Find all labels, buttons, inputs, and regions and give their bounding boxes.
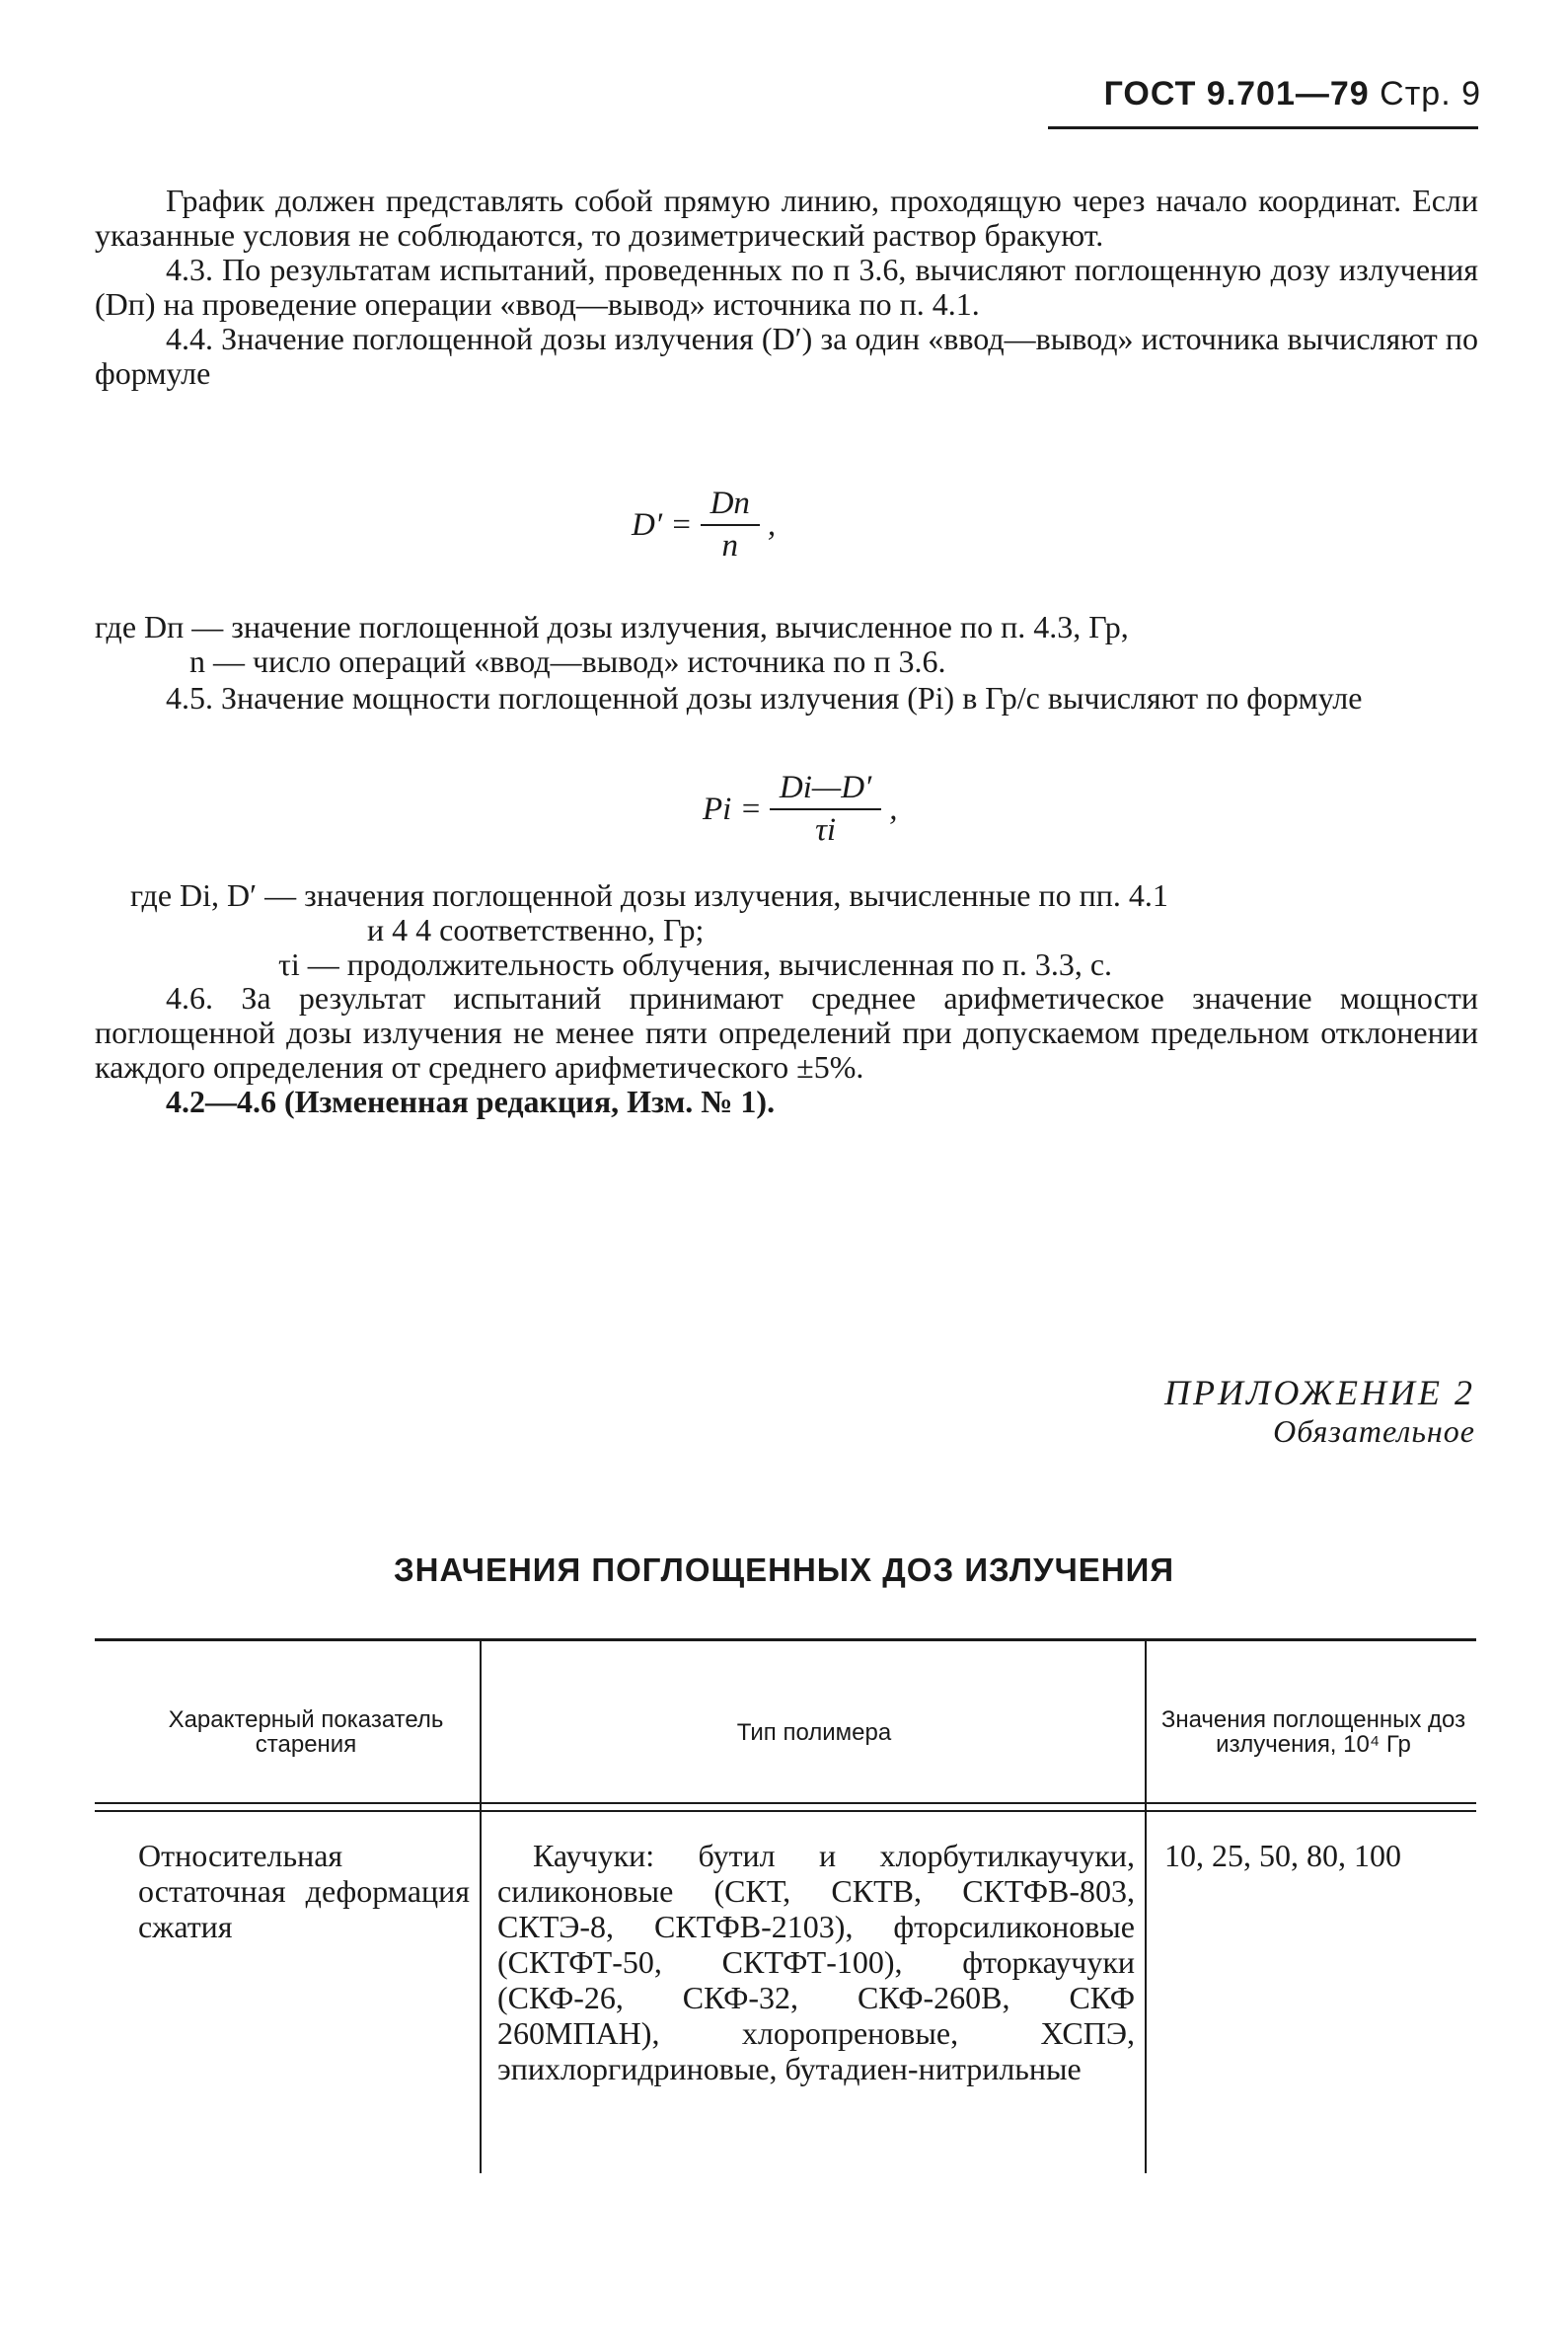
table-header-polymer: Тип полимера <box>736 1718 892 1746</box>
paragraph-4-3: 4.3. По результатам испытаний, проведенных по п 3.6, вычисляют поглощенную дозу излучения (Dп) на проведение операции «ввод—вывод» источника по п. 4.1. <box>95 252 1478 322</box>
standard-number: ГОСТ 9.701—79 <box>1103 75 1370 113</box>
page-number: Стр. 9 <box>1380 75 1481 113</box>
where-block-1 <box>95 610 1129 679</box>
appendix-title: ПРИЛОЖЕНИЕ 2 <box>1164 1373 1475 1412</box>
header-rule <box>1048 126 1478 129</box>
paragraph-4-6: 4.6. За результат испытаний принимают среднее арифметическое значение мощности поглощенной дозы излучения не менее пяти определений при допускаемом предельном отклонении каждого определения от среднего арифметического ±5%. <box>95 980 1478 1085</box>
formula-2-numerator: Di—D′ <box>770 770 881 810</box>
table-col-divider-2 <box>1145 1640 1147 2173</box>
table-cell-values: 10, 25, 50, 80, 100 <box>1164 1838 1401 1873</box>
formula-p-i <box>703 770 898 849</box>
paragraph-4-4: 4.4. Значение поглощенной дозы излучения (D′) за один «ввод—вывод» источника вычисляют по формуле <box>95 321 1478 391</box>
where-1-line-2: n — число операций «ввод—вывод» источника по п 3.6. <box>189 643 946 679</box>
where-block-2 <box>130 878 1168 982</box>
table-header-rule-2 <box>95 1810 1476 1812</box>
formula-1-numerator: Dп <box>701 486 760 526</box>
formula-1-lhs: D′ = <box>632 506 693 543</box>
appendix-subtitle: Обязательное <box>1273 1413 1475 1449</box>
text-block-top <box>95 184 1478 391</box>
paragraph-graph: График должен представлять собой прямую линию, проходящую через начало координат. Если указанные условия не соблюдаются, то дозиметрический раствор бракуют. <box>95 183 1478 253</box>
formula-1-fraction <box>701 486 760 565</box>
table-cell-indicator: Относительная остаточная деформация сжатия <box>138 1838 470 1944</box>
table-title: ЗНАЧЕНИЯ ПОГЛОЩЕННЫХ ДОЗ ИЗЛУЧЕНИЯ <box>393 1551 1175 1588</box>
table-top-rule <box>95 1638 1476 1641</box>
formula-1-comma: , <box>767 506 777 543</box>
table-col-divider-1 <box>480 1640 482 2173</box>
text-block-4-5 <box>95 681 1478 716</box>
paragraph-4-5: 4.5. Значение мощности поглощенной дозы излучения (Pi) в Гр/с вычисляют по формуле <box>166 680 1363 716</box>
formula-2-lhs: Pi = <box>703 791 762 827</box>
page-header <box>1104 75 1481 113</box>
where-2-line-2: и 4 4 соответственно, Гр; <box>367 912 705 947</box>
formula-d-prime <box>632 486 776 565</box>
table-header-indicator: Характерный показатель старения <box>168 1706 444 1758</box>
table-header-dose: Значения поглощенных доз излучения, 10⁴ Гр <box>1160 1706 1466 1758</box>
formula-2-comma: , <box>889 791 898 827</box>
where-1-line-1: где Dп — значение поглощенной дозы излучения, вычисленное по п. 4.3, Гр, <box>95 609 1129 644</box>
table-header-rule-1 <box>95 1802 1476 1804</box>
formula-1-denominator: n <box>721 528 738 564</box>
formula-2-denominator: τi <box>815 812 837 848</box>
paragraph-amendment: 4.2—4.6 (Измененная редакция, Изм. № 1). <box>166 1084 776 1119</box>
where-2-line-1: где Di, D′ — значения поглощенной дозы излучения, вычисленные по пп. 4.1 <box>130 877 1168 913</box>
table-cell-polymer: Каучуки: бутил и хлорбутилкаучуки, силиконовые (СКТ, СКТВ, СКТФВ-803, СКТЭ-8, СКТФВ-2103), фторсиликоновые (СКТФТ-50, СКТФТ-100), фторкаучуки (СКФ-26, СКФ-32, СКФ-260В, СКФ 260МПАН), хлоропреновые, ХСПЭ, эпихлоргидриновые, бутадиен-нитрильные <box>497 1838 1135 2086</box>
text-block-4-6 <box>95 981 1478 1119</box>
where-2-line-3: τi — продолжительность облучения, вычисленная по п. 3.3, с. <box>278 946 1113 982</box>
formula-2-fraction <box>770 770 881 849</box>
